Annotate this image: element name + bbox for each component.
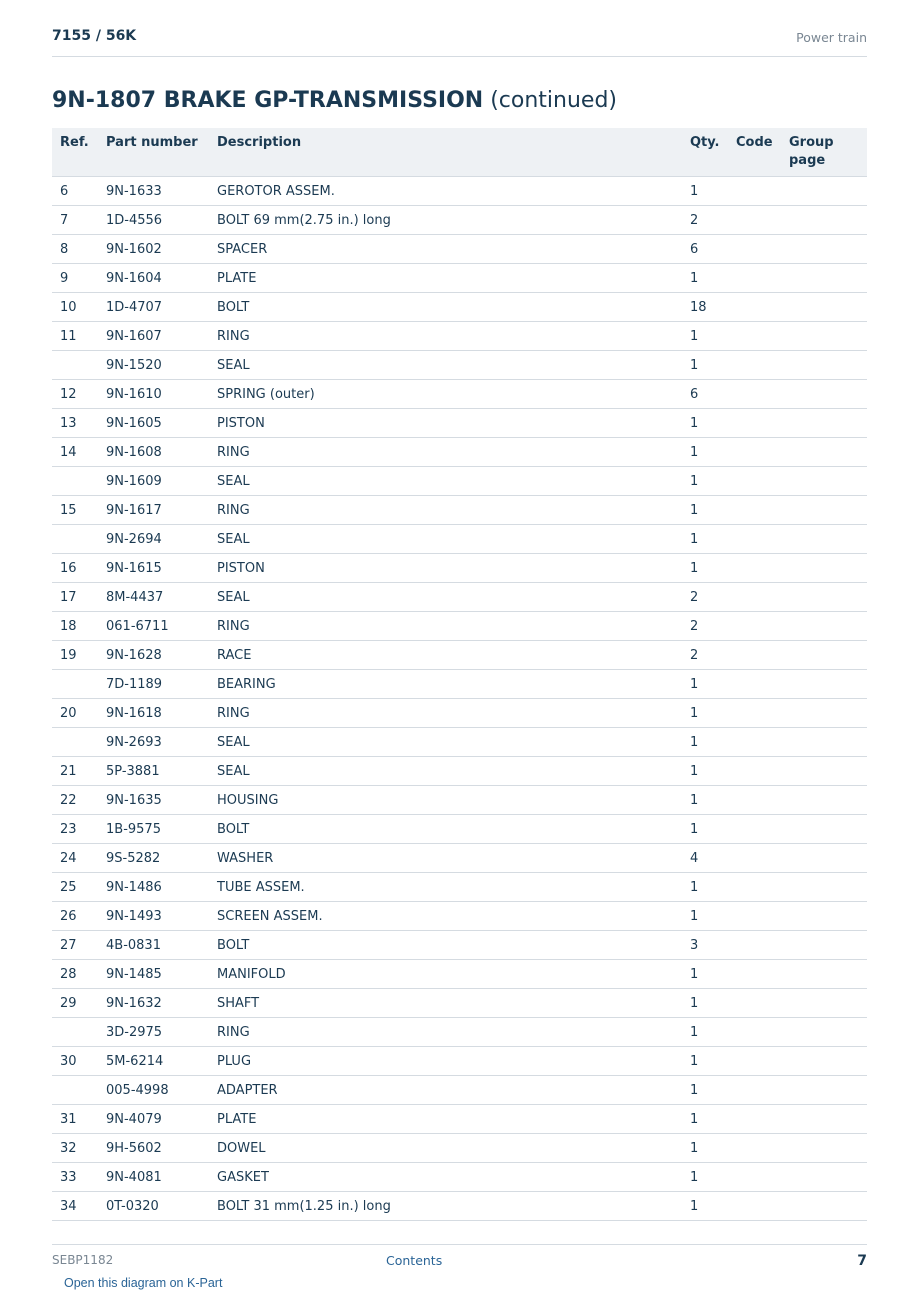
cell-group-page xyxy=(781,554,867,583)
cell-code xyxy=(728,989,781,1018)
cell-ref: 15 xyxy=(52,496,98,525)
document-id: SEBP1182 xyxy=(52,1253,114,1267)
cell-group-page xyxy=(781,960,867,989)
cell-description: RACE xyxy=(209,641,682,670)
cell-qty: 1 xyxy=(682,467,728,496)
cell-code xyxy=(728,931,781,960)
cell-group-page xyxy=(781,380,867,409)
cell-description: WASHER xyxy=(209,844,682,873)
table-row xyxy=(52,1163,867,1192)
table-row xyxy=(52,641,867,670)
cell-description: HOUSING xyxy=(209,786,682,815)
table-header-row xyxy=(52,128,867,177)
cell-code xyxy=(728,612,781,641)
cell-qty: 1 xyxy=(682,438,728,467)
cell-code xyxy=(728,873,781,902)
cell-part-number: 9N-1615 xyxy=(98,554,209,583)
cell-ref: 33 xyxy=(52,1163,98,1192)
cell-code xyxy=(728,1163,781,1192)
cell-qty: 1 xyxy=(682,1018,728,1047)
cell-group-page xyxy=(781,351,867,380)
table-row xyxy=(52,670,867,699)
cell-ref: 17 xyxy=(52,583,98,612)
cell-part-number: 9N-2693 xyxy=(98,728,209,757)
table-row xyxy=(52,322,867,351)
table-row xyxy=(52,1192,867,1221)
cell-code xyxy=(728,1076,781,1105)
table-row xyxy=(52,1105,867,1134)
cell-part-number: 0T-0320 xyxy=(98,1192,209,1221)
table-row xyxy=(52,728,867,757)
cell-ref: 25 xyxy=(52,873,98,902)
cell-ref: 28 xyxy=(52,960,98,989)
table-row xyxy=(52,583,867,612)
cell-code xyxy=(728,670,781,699)
cell-group-page xyxy=(781,1192,867,1221)
table-row xyxy=(52,902,867,931)
cell-part-number: 4B-0831 xyxy=(98,931,209,960)
cell-qty: 1 xyxy=(682,177,728,206)
cell-ref: 24 xyxy=(52,844,98,873)
cell-part-number: 3D-2975 xyxy=(98,1018,209,1047)
cell-group-page xyxy=(781,438,867,467)
cell-part-number: 5P-3881 xyxy=(98,757,209,786)
cell-description: BOLT 69 mm(2.75 in.) long xyxy=(209,206,682,235)
table-row xyxy=(52,699,867,728)
cell-qty: 6 xyxy=(682,380,728,409)
cell-description: DOWEL xyxy=(209,1134,682,1163)
cell-description: RING xyxy=(209,699,682,728)
cell-description: BEARING xyxy=(209,670,682,699)
cell-group-page xyxy=(781,757,867,786)
cell-code xyxy=(728,815,781,844)
cell-code xyxy=(728,264,781,293)
cell-qty: 1 xyxy=(682,496,728,525)
cell-ref xyxy=(52,525,98,554)
cell-qty: 1 xyxy=(682,757,728,786)
cell-group-page xyxy=(781,931,867,960)
cell-code xyxy=(728,322,781,351)
parts-table-body xyxy=(52,177,867,1221)
cell-code xyxy=(728,525,781,554)
cell-description: SEAL xyxy=(209,757,682,786)
cell-description: PLATE xyxy=(209,1105,682,1134)
cell-group-page xyxy=(781,1047,867,1076)
cell-part-number: 9N-1604 xyxy=(98,264,209,293)
parts-table xyxy=(52,128,867,1221)
cell-group-page xyxy=(781,235,867,264)
cell-ref: 23 xyxy=(52,815,98,844)
cell-group-page xyxy=(781,293,867,322)
cell-group-page xyxy=(781,902,867,931)
table-row xyxy=(52,380,867,409)
cell-group-page xyxy=(781,264,867,293)
cell-part-number: 9N-1605 xyxy=(98,409,209,438)
table-row xyxy=(52,525,867,554)
cell-qty: 1 xyxy=(682,1192,728,1221)
cell-part-number: 9N-1632 xyxy=(98,989,209,1018)
cell-ref: 22 xyxy=(52,786,98,815)
cell-group-page xyxy=(781,815,867,844)
cell-description: SEAL xyxy=(209,351,682,380)
cell-description: BOLT xyxy=(209,815,682,844)
cell-description: PLATE xyxy=(209,264,682,293)
cell-qty: 1 xyxy=(682,264,728,293)
cell-code xyxy=(728,496,781,525)
header-description: Description xyxy=(209,128,682,177)
cell-code xyxy=(728,438,781,467)
cell-qty: 1 xyxy=(682,670,728,699)
cell-code xyxy=(728,177,781,206)
cell-part-number: 9N-1520 xyxy=(98,351,209,380)
table-row xyxy=(52,496,867,525)
table-row xyxy=(52,293,867,322)
cell-qty: 2 xyxy=(682,612,728,641)
cell-code xyxy=(728,206,781,235)
cell-description: RING xyxy=(209,612,682,641)
cell-part-number: 8M-4437 xyxy=(98,583,209,612)
cell-part-number: 9N-1486 xyxy=(98,873,209,902)
cell-qty: 18 xyxy=(682,293,728,322)
cell-part-number: 9N-1609 xyxy=(98,467,209,496)
cell-qty: 1 xyxy=(682,1163,728,1192)
cell-group-page xyxy=(781,467,867,496)
cell-code xyxy=(728,728,781,757)
cell-group-page xyxy=(781,496,867,525)
cell-description: SCREEN ASSEM. xyxy=(209,902,682,931)
cell-code xyxy=(728,844,781,873)
cell-group-page xyxy=(781,583,867,612)
cell-code xyxy=(728,1018,781,1047)
cell-code xyxy=(728,960,781,989)
cell-ref: 30 xyxy=(52,1047,98,1076)
cell-qty: 2 xyxy=(682,583,728,612)
cell-group-page xyxy=(781,1018,867,1047)
cell-part-number: 9N-1610 xyxy=(98,380,209,409)
section-name: Power train xyxy=(796,30,867,45)
cell-group-page xyxy=(781,728,867,757)
cell-qty: 1 xyxy=(682,815,728,844)
cell-description: BOLT xyxy=(209,293,682,322)
cell-group-page xyxy=(781,409,867,438)
cell-qty: 1 xyxy=(682,699,728,728)
cell-ref: 26 xyxy=(52,902,98,931)
cell-part-number: 1D-4556 xyxy=(98,206,209,235)
cell-part-number: 9N-1618 xyxy=(98,699,209,728)
table-row xyxy=(52,786,867,815)
cell-group-page xyxy=(781,322,867,351)
title-main: 9N-1807 BRAKE GP-TRANSMISSION xyxy=(52,88,484,113)
cell-code xyxy=(728,1192,781,1221)
cell-part-number: 9N-1608 xyxy=(98,438,209,467)
cell-qty: 1 xyxy=(682,322,728,351)
table-row xyxy=(52,1076,867,1105)
cell-description: SEAL xyxy=(209,525,682,554)
cell-part-number: 9N-1628 xyxy=(98,641,209,670)
cell-group-page xyxy=(781,177,867,206)
cell-qty: 2 xyxy=(682,641,728,670)
cell-group-page xyxy=(781,670,867,699)
cell-description: BOLT 31 mm(1.25 in.) long xyxy=(209,1192,682,1221)
cell-ref xyxy=(52,728,98,757)
cell-description: PISTON xyxy=(209,554,682,583)
table-row xyxy=(52,264,867,293)
cell-code xyxy=(728,554,781,583)
table-row xyxy=(52,873,867,902)
contents-link[interactable]: Contents xyxy=(386,1253,443,1268)
header-ref: Ref. xyxy=(52,128,98,177)
cell-ref: 31 xyxy=(52,1105,98,1134)
cell-ref: 18 xyxy=(52,612,98,641)
cell-code xyxy=(728,757,781,786)
cell-part-number: 5M-6214 xyxy=(98,1047,209,1076)
table-row xyxy=(52,815,867,844)
cell-description: RING xyxy=(209,1018,682,1047)
header-qty: Qty. xyxy=(682,128,728,177)
cell-description: ADAPTER xyxy=(209,1076,682,1105)
cell-description: RING xyxy=(209,438,682,467)
table-row xyxy=(52,438,867,467)
cell-description: SPACER xyxy=(209,235,682,264)
cell-group-page xyxy=(781,1076,867,1105)
cell-group-page xyxy=(781,641,867,670)
cell-group-page xyxy=(781,1163,867,1192)
cell-part-number: 061-6711 xyxy=(98,612,209,641)
table-row xyxy=(52,757,867,786)
cell-ref xyxy=(52,1076,98,1105)
cell-code xyxy=(728,409,781,438)
table-row xyxy=(52,844,867,873)
header-code: Code xyxy=(728,128,781,177)
header-part-number: Part number xyxy=(98,128,209,177)
cell-ref xyxy=(52,1018,98,1047)
cell-qty: 1 xyxy=(682,351,728,380)
cell-code xyxy=(728,235,781,264)
cell-qty: 1 xyxy=(682,786,728,815)
cell-ref: 32 xyxy=(52,1134,98,1163)
cell-group-page xyxy=(781,525,867,554)
model-label: 7155 / 56K xyxy=(52,28,137,44)
table-row xyxy=(52,1047,867,1076)
page-footer xyxy=(52,1244,867,1269)
cell-ref xyxy=(52,467,98,496)
page-number: 7 xyxy=(857,1253,867,1269)
header-group-page: Group page xyxy=(781,128,867,177)
cell-part-number: 005-4998 xyxy=(98,1076,209,1105)
cell-description: RING xyxy=(209,322,682,351)
cell-qty: 1 xyxy=(682,1047,728,1076)
cell-ref: 14 xyxy=(52,438,98,467)
cell-code xyxy=(728,467,781,496)
cell-ref xyxy=(52,670,98,699)
cell-ref: 7 xyxy=(52,206,98,235)
page-header xyxy=(52,28,867,57)
cell-group-page xyxy=(781,1105,867,1134)
cell-qty: 1 xyxy=(682,989,728,1018)
cell-qty: 1 xyxy=(682,960,728,989)
cell-description: SEAL xyxy=(209,728,682,757)
cell-qty: 1 xyxy=(682,873,728,902)
cell-ref: 21 xyxy=(52,757,98,786)
cell-description: RING xyxy=(209,496,682,525)
table-row xyxy=(52,409,867,438)
cell-code xyxy=(728,583,781,612)
cell-ref: 20 xyxy=(52,699,98,728)
cell-ref: 10 xyxy=(52,293,98,322)
cell-qty: 1 xyxy=(682,1076,728,1105)
cell-part-number: 9N-2694 xyxy=(98,525,209,554)
cell-ref: 13 xyxy=(52,409,98,438)
cell-description: BOLT xyxy=(209,931,682,960)
cell-qty: 1 xyxy=(682,1105,728,1134)
table-row xyxy=(52,206,867,235)
open-kpart-link[interactable]: Open this diagram on K-Part xyxy=(64,1276,223,1290)
cell-code xyxy=(728,1134,781,1163)
cell-part-number: 9N-4081 xyxy=(98,1163,209,1192)
cell-ref: 29 xyxy=(52,989,98,1018)
cell-description: SPRING (outer) xyxy=(209,380,682,409)
cell-qty: 1 xyxy=(682,1134,728,1163)
table-row xyxy=(52,960,867,989)
cell-qty: 1 xyxy=(682,728,728,757)
cell-ref: 11 xyxy=(52,322,98,351)
cell-part-number: 9N-1485 xyxy=(98,960,209,989)
cell-code xyxy=(728,351,781,380)
title-suffix: (continued) xyxy=(490,88,618,113)
cell-group-page xyxy=(781,1134,867,1163)
cell-ref: 8 xyxy=(52,235,98,264)
cell-part-number: 1D-4707 xyxy=(98,293,209,322)
cell-code xyxy=(728,293,781,322)
cell-code xyxy=(728,786,781,815)
cell-part-number: 9N-1635 xyxy=(98,786,209,815)
cell-qty: 6 xyxy=(682,235,728,264)
table-row xyxy=(52,931,867,960)
cell-part-number: 9N-1633 xyxy=(98,177,209,206)
cell-description: SEAL xyxy=(209,583,682,612)
cell-part-number: 9N-1607 xyxy=(98,322,209,351)
cell-part-number: 7D-1189 xyxy=(98,670,209,699)
cell-part-number: 9S-5282 xyxy=(98,844,209,873)
cell-qty: 1 xyxy=(682,409,728,438)
table-row xyxy=(52,235,867,264)
cell-group-page xyxy=(781,699,867,728)
cell-part-number: 9N-1617 xyxy=(98,496,209,525)
cell-ref xyxy=(52,351,98,380)
cell-ref: 16 xyxy=(52,554,98,583)
cell-description: GASKET xyxy=(209,1163,682,1192)
cell-ref: 9 xyxy=(52,264,98,293)
cell-qty: 4 xyxy=(682,844,728,873)
cell-part-number: 9N-4079 xyxy=(98,1105,209,1134)
table-row xyxy=(52,1134,867,1163)
table-row xyxy=(52,612,867,641)
cell-group-page xyxy=(781,873,867,902)
cell-ref: 34 xyxy=(52,1192,98,1221)
table-row xyxy=(52,554,867,583)
cell-code xyxy=(728,902,781,931)
cell-code xyxy=(728,1047,781,1076)
cell-ref: 12 xyxy=(52,380,98,409)
cell-description: PISTON xyxy=(209,409,682,438)
cell-group-page xyxy=(781,989,867,1018)
table-row xyxy=(52,351,867,380)
cell-group-page xyxy=(781,206,867,235)
cell-qty: 2 xyxy=(682,206,728,235)
cell-group-page xyxy=(781,612,867,641)
cell-description: SHAFT xyxy=(209,989,682,1018)
table-row xyxy=(52,989,867,1018)
cell-description: MANIFOLD xyxy=(209,960,682,989)
table-row xyxy=(52,177,867,206)
cell-code xyxy=(728,699,781,728)
page-title xyxy=(52,88,617,113)
cell-code xyxy=(728,641,781,670)
cell-qty: 3 xyxy=(682,931,728,960)
table-row xyxy=(52,1018,867,1047)
cell-part-number: 1B-9575 xyxy=(98,815,209,844)
cell-qty: 1 xyxy=(682,525,728,554)
cell-description: TUBE ASSEM. xyxy=(209,873,682,902)
cell-ref: 27 xyxy=(52,931,98,960)
cell-ref: 6 xyxy=(52,177,98,206)
cell-group-page xyxy=(781,844,867,873)
cell-part-number: 9N-1602 xyxy=(98,235,209,264)
table-row xyxy=(52,467,867,496)
cell-qty: 1 xyxy=(682,902,728,931)
cell-description: SEAL xyxy=(209,467,682,496)
cell-qty: 1 xyxy=(682,554,728,583)
cell-description: PLUG xyxy=(209,1047,682,1076)
cell-ref: 19 xyxy=(52,641,98,670)
cell-code xyxy=(728,380,781,409)
cell-description: GEROTOR ASSEM. xyxy=(209,177,682,206)
cell-group-page xyxy=(781,786,867,815)
cell-part-number: 9N-1493 xyxy=(98,902,209,931)
cell-part-number: 9H-5602 xyxy=(98,1134,209,1163)
cell-code xyxy=(728,1105,781,1134)
